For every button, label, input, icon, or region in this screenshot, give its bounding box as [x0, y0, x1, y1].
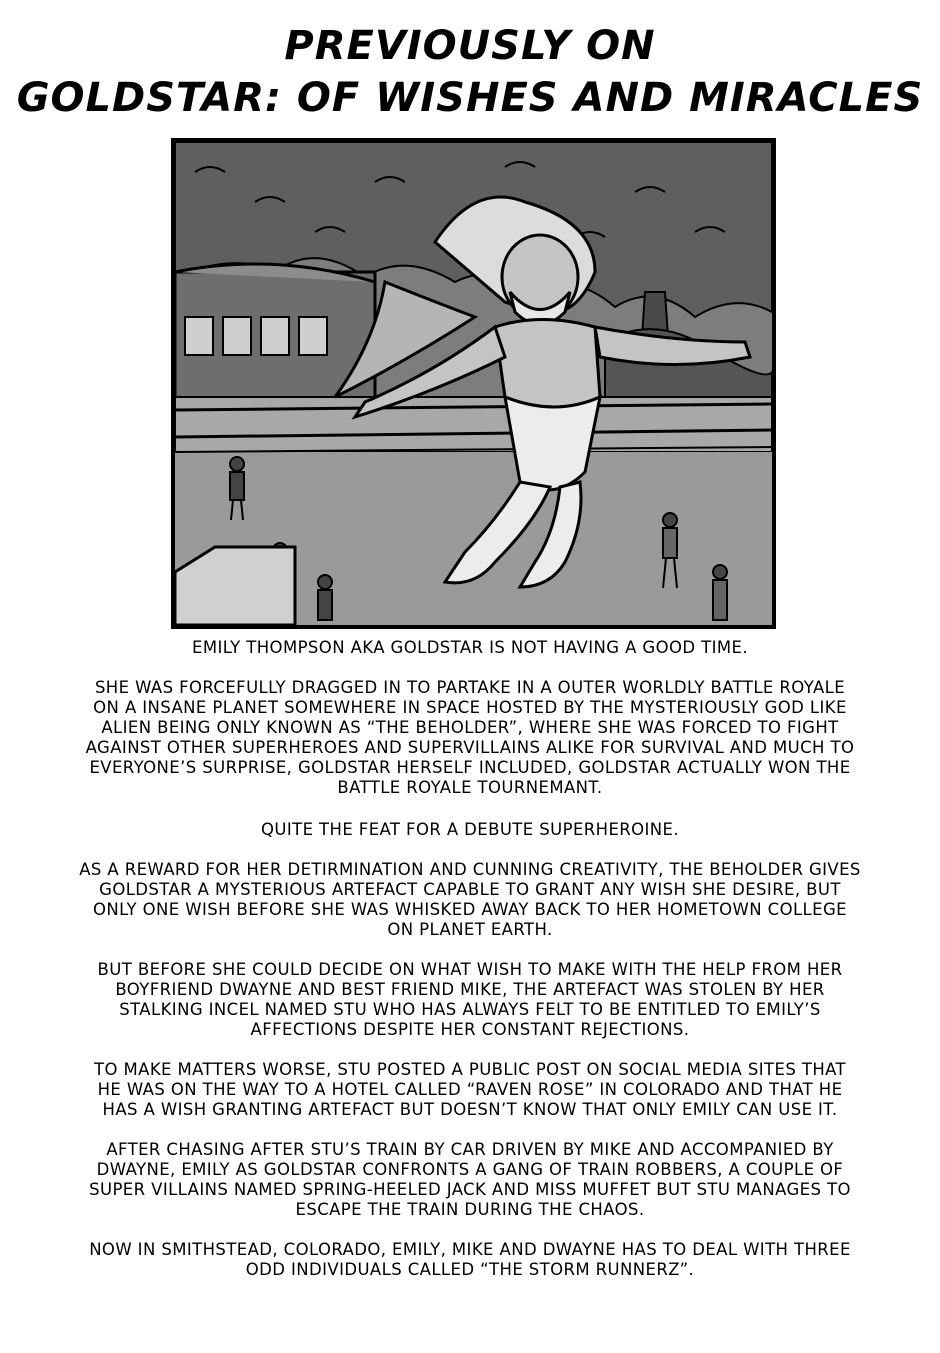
- comic-panel: [171, 138, 776, 629]
- intro-paragraph: EMILY THOMPSON AKA GOLDSTAR IS NOT HAVING A GOOD TIME.: [192, 638, 748, 657]
- battle-royale-paragraph: SHE WAS FORCEFULLY DRAGGED IN TO PARTAKE IN A OUTER WORLDLY BATTLE ROYALE ON A INSANE PLANET SOMEWHERE IN SPACE HOSTED BY THE MYSTERIOUSLY GOD LIKE ALIEN BEING ONLY KNOWN AS “THE BEHOLDER”, WHERE SHE WAS FORCED TO FIGHT AGAINST OTHER SUPERHEROES AND SUPERVILLAINS ALIKE FOR SURVIVAL AND MUCH TO EVERYONE’S SURPRISE, GOLDSTAR HERSELF INCLUDED, GOLDSTAR ACTUALLY WON THE BATTLE ROYALE TOURNEMANT.: [85, 678, 855, 797]
- reward-paragraph: AS A REWARD FOR HER DETIRMINATION AND CUNNING CREATIVITY, THE BEHOLDER GIVES GOLDSTAR A MYSTERIOUS ARTEFACT CAPABLE TO GRANT ANY WISH SHE DESIRE, BUT ONLY ONE WISH BEFORE SHE WAS WHISKED AWAY BACK TO HER HOMETOWN COLLEGE ON PLANET EARTH.: [79, 860, 861, 939]
- stolen-artefact-paragraph: BUT BEFORE SHE COULD DECIDE ON WHAT WISH TO MAKE WITH THE HELP FROM HER BOYFRIEND DWAYNE AND BEST FRIEND MIKE, THE ARTEFACT WAS STOLEN BY HER STALKING INCEL NAMED STU WHO HAS ALWAYS FELT TO BE ENTITLED TO EMILY’S AFFECTIONS DESPITE HER CONSTANT REJECTIONS.: [97, 960, 843, 1039]
- comic-illustration: [175, 142, 772, 625]
- storm-runnerz-paragraph: NOW IN SMITHSTEAD, COLORADO, EMILY, MIKE AND DWAYNE HAS TO DEAL WITH THREE ODD INDIVIDUALS CALLED “THE STORM RUNNERZ”.: [89, 1240, 851, 1279]
- feat-paragraph: QUITE THE FEAT FOR A DEBUTE SUPERHEROINE.: [260, 820, 680, 839]
- page-title-line-1: PREVIOUSLY ON: [284, 23, 656, 69]
- train-chase-paragraph: AFTER CHASING AFTER STU’S TRAIN BY CAR DRIVEN BY MIKE AND ACCOMPANIED BY DWAYNE, EMILY AS GOLDSTAR CONFRONTS A GANG OF TRAIN ROBBERS, A COUPLE OF SUPER VILLAINS NAMED SPRING-HEELED JACK AND MISS MUFFET BUT STU MANAGES TO ESCAPE THE TRAIN DURING THE CHAOS.: [89, 1140, 851, 1219]
- page-title-line-2: GOLDSTAR: OF WISHES AND MIRACLES: [16, 75, 924, 121]
- matters-worse-paragraph: TO MAKE MATTERS WORSE, STU POSTED A PUBLIC POST ON SOCIAL MEDIA SITES THAT HE WAS ON THE WAY TO A HOTEL CALLED “RAVEN ROSE” IN COLORADO AND THAT HE HAS A WISH GRANTING ARTEFACT BUT DOESN’T KNOW THAT ONLY EMILY CAN USE IT.: [93, 1060, 847, 1119]
